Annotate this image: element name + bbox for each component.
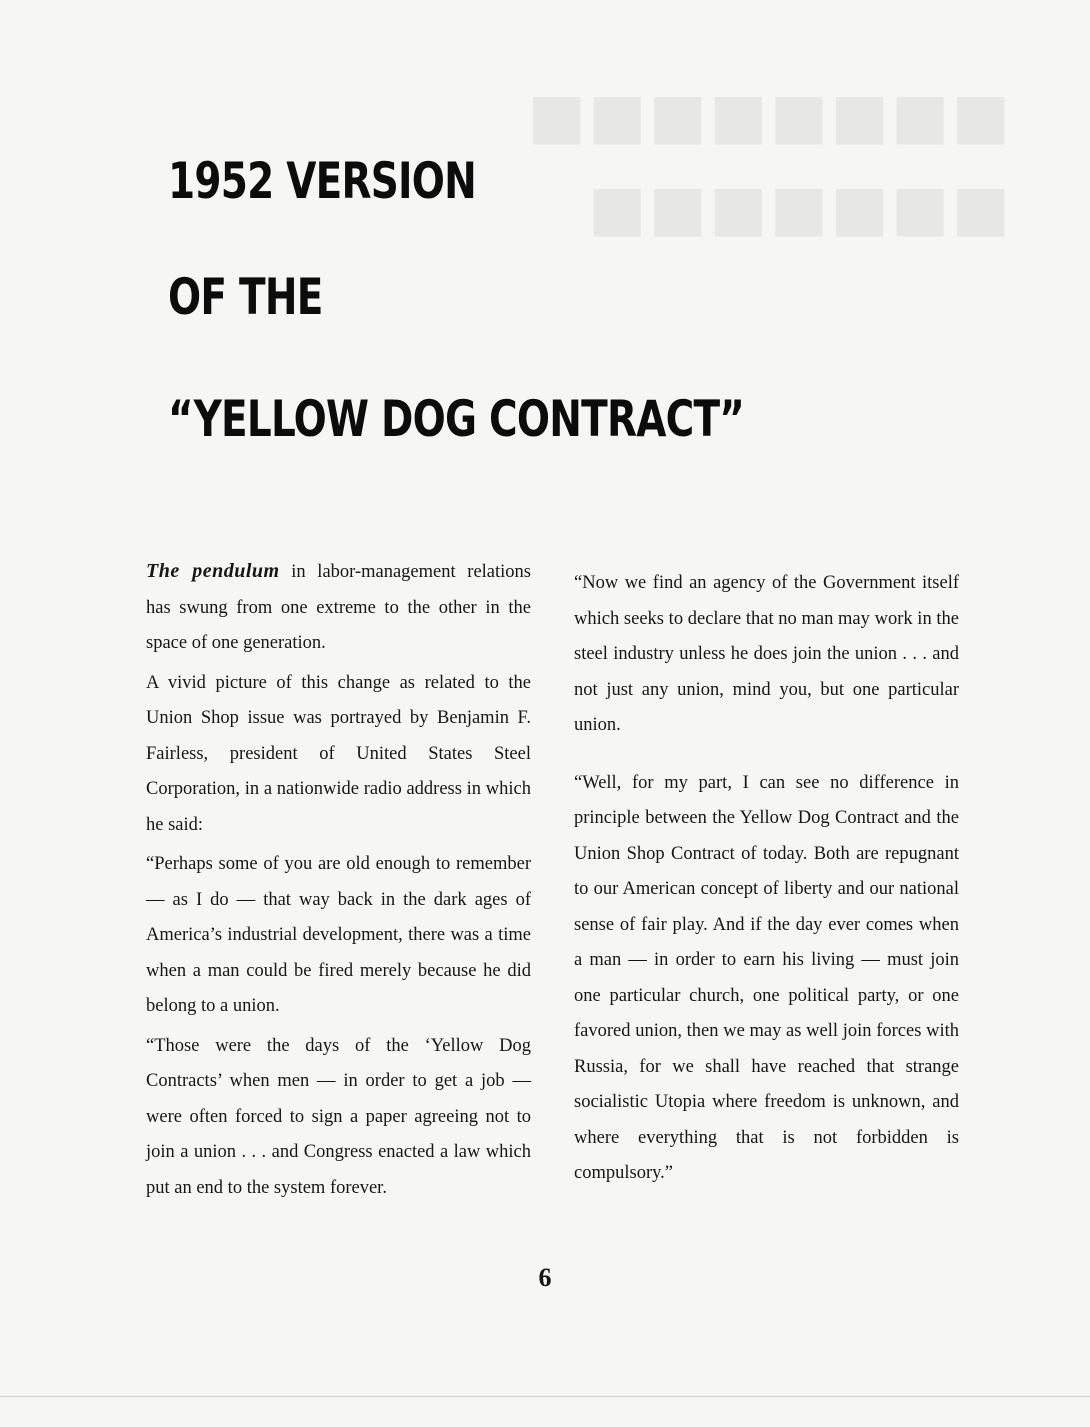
right-text-column	[574, 566, 959, 1196]
paragraph-5: “Now we find an agency of the Government itself which seeks to declare that no man may work in the steel industry unless he does join the union . . . and not just any union, mind you, but one particular union.	[574, 573, 959, 735]
paragraph-1-body: in labor-management relations has swung from one extreme to the other in the space of one generation.	[146, 562, 531, 653]
left-text-column	[146, 554, 531, 1210]
headline-line-1: 1952 VERSION	[168, 152, 477, 210]
paragraph-2: A vivid picture of this change as related to the Union Shop issue was portrayed by Benjamin F. Fairless, president of United States Steel Corporation, in a nationwide radio address in which he said:	[146, 672, 531, 835]
paragraph-4: “Those were the days of the ‘Yellow Dog Contracts’ when men — in order to get a job — were often forced to sign a paper agreeing not to join a union . . . and Congress enacted a law which put an end to the system forever.	[146, 1035, 531, 1198]
paragraph-6: “Well, for my part, I can see no difference in principle between the Yellow Dog Contract and the Union Shop Contract of today. Both are repugnant to our American concept of liberty and our national sense of fair play. And if the day ever comes when a man — in order to earn his living — must join one particular church, one political party, or one favored union, then we may as well join forces with Russia, for we shall have reached that strange socialistic Utopia where freedom is unknown, and where everything that is not forbidden is compulsory.”	[574, 772, 959, 1183]
paragraph-3: “Perhaps some of you are old enough to remember — as I do — that way back in the dark ages of America’s industrial development, there was a time when a man could be fired merely because he did belong to a union.	[146, 854, 531, 1016]
reverse-page-bleed-through: ■■■■■■■■ ■■■■■■■	[525, 79, 1010, 244]
paragraph-1	[146, 554, 531, 662]
lead-in-text: The pendulum	[146, 560, 280, 582]
page-edge-line	[0, 1396, 1090, 1397]
page-number: 6	[538, 1263, 552, 1292]
headline-line-3: “YELLOW DOG CONTRACT”	[168, 390, 745, 448]
headline-line-2: OF THE	[168, 268, 323, 326]
